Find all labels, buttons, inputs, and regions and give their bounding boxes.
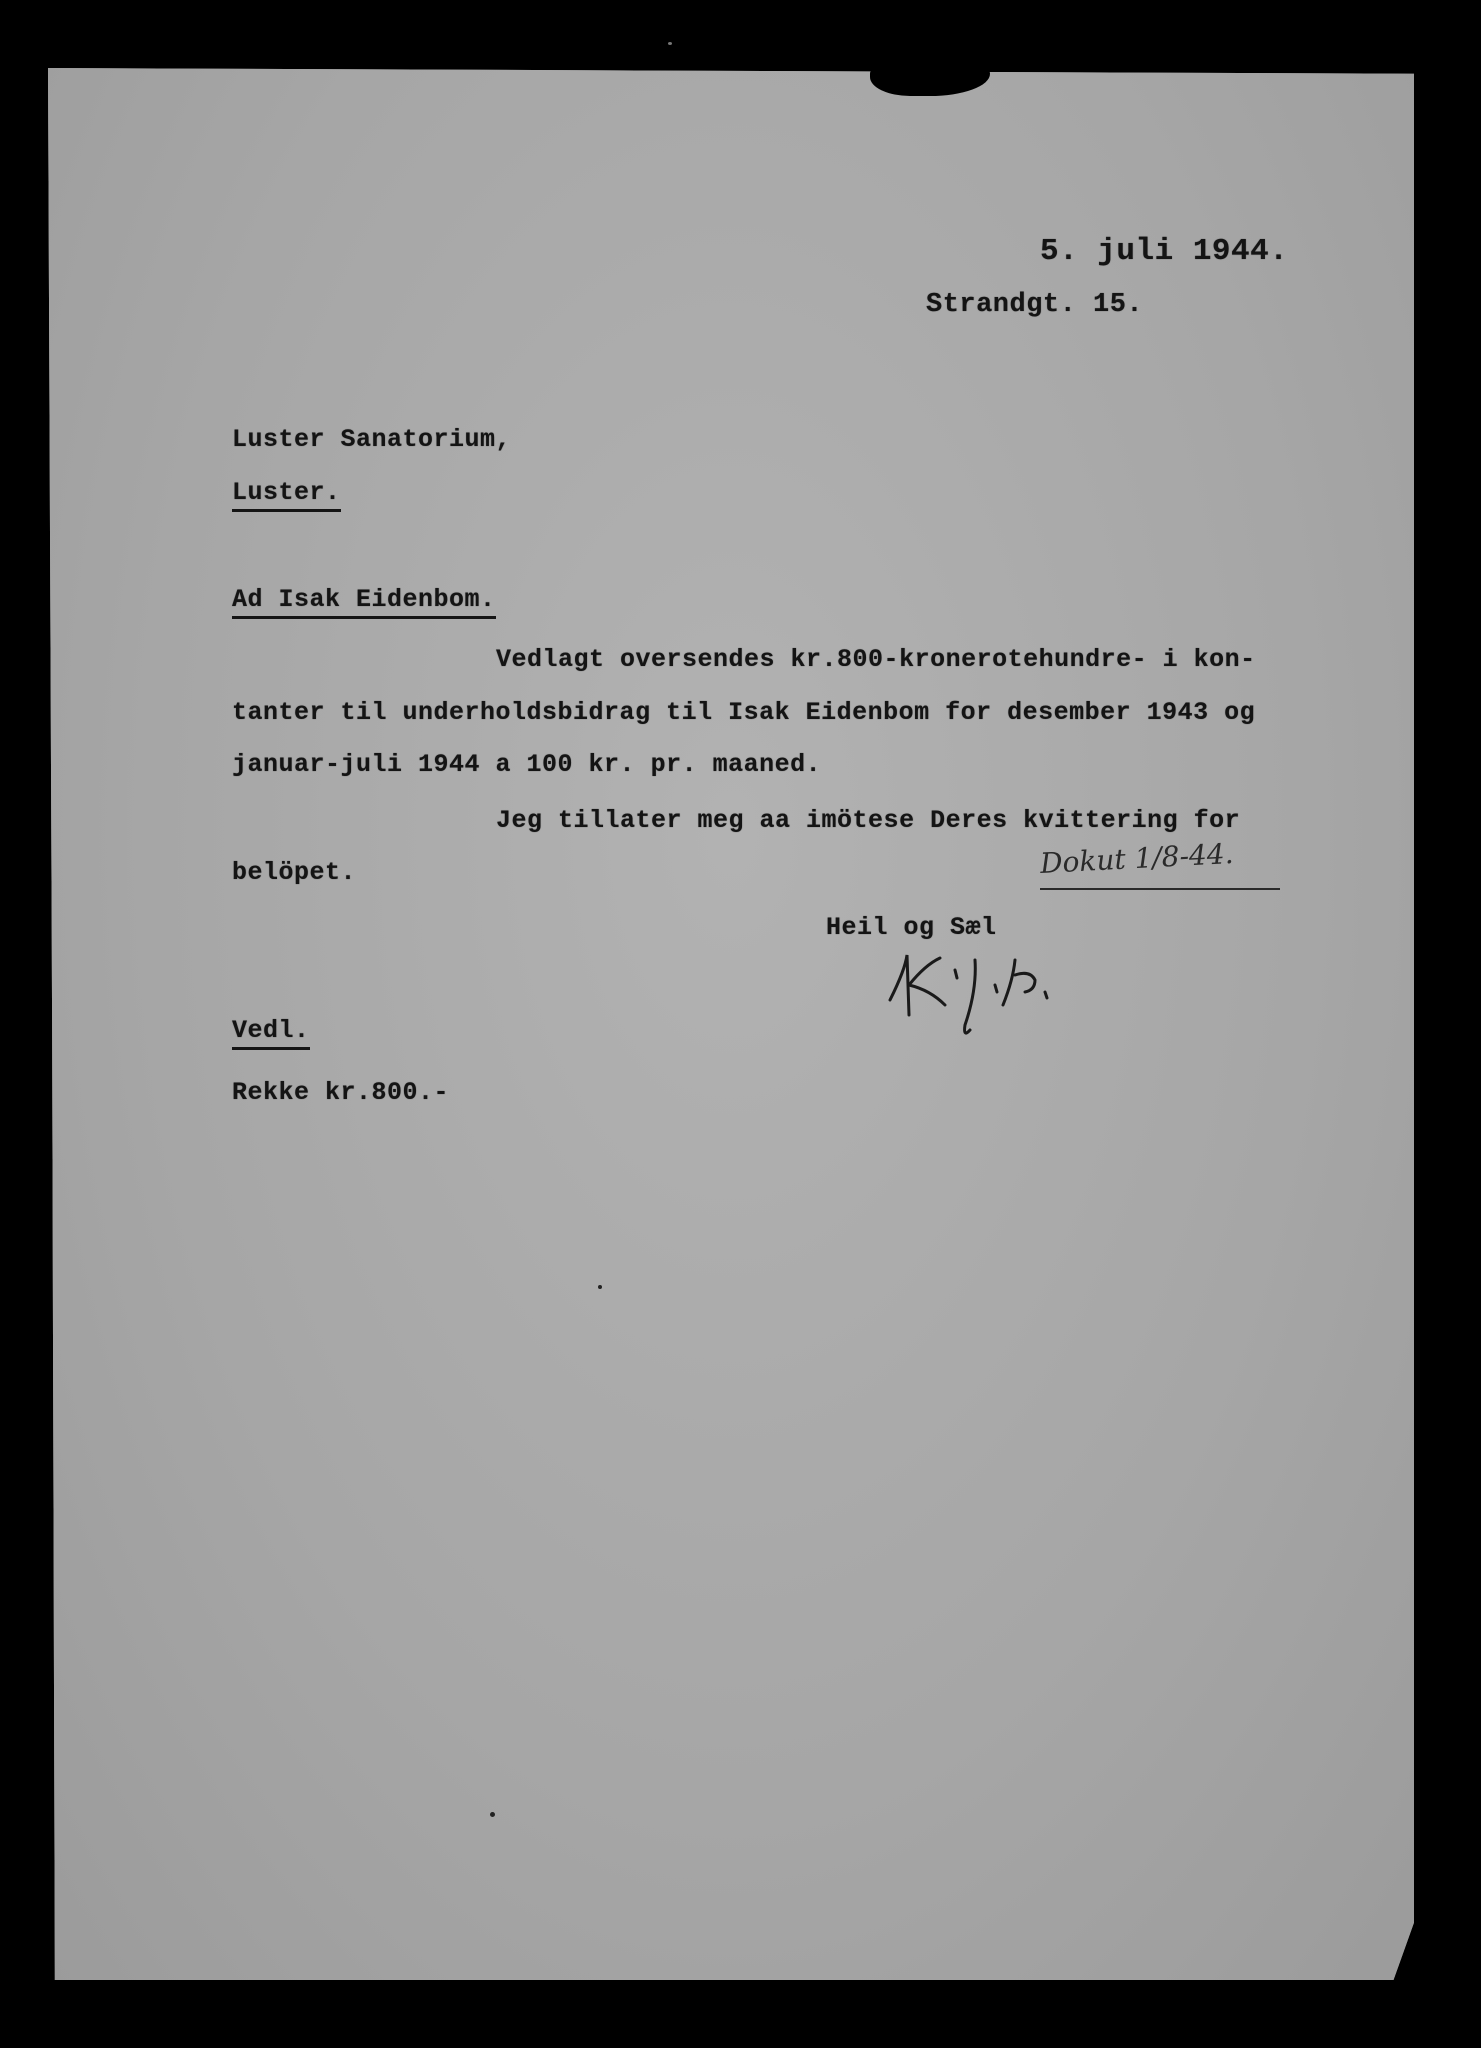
subject-line: Ad Isak Eidenbom.: [232, 587, 496, 619]
annotation-text: Dokut 1/8-44.: [1039, 836, 1235, 881]
paper-speck: [490, 1812, 495, 1817]
paper-speck: [668, 42, 672, 45]
body-line-2: tanter til underholdsbidrag til Isak Eidenbom for desember 1943 og: [232, 698, 1256, 727]
body-line-1: Vedlagt oversendes kr.800-kronerotehundre- i kon-: [496, 645, 1256, 674]
enclosure-label: Vedl.: [232, 1018, 310, 1050]
body-line-4: Jeg tillater meg aa imötese Deres kvittering for: [496, 806, 1241, 835]
sender-address: Strandgt. 15.: [926, 290, 1144, 320]
body-line-5: belöpet.: [232, 858, 357, 887]
recipient-place: Luster.: [232, 480, 341, 512]
recipient-name: Luster Sanatorium,: [232, 425, 512, 454]
closing: Heil og Sæl: [826, 913, 997, 942]
handwritten-annotation: [1039, 836, 1280, 890]
signature: [885, 930, 1105, 1040]
paper-speck: [598, 1285, 602, 1289]
letter-date: 5. juli 1944.: [1040, 234, 1289, 269]
body-line-3: januar-juli 1944 a 100 kr. pr. maaned.: [232, 750, 822, 779]
enclosure-item: Rekke kr.800.-: [232, 1078, 450, 1107]
